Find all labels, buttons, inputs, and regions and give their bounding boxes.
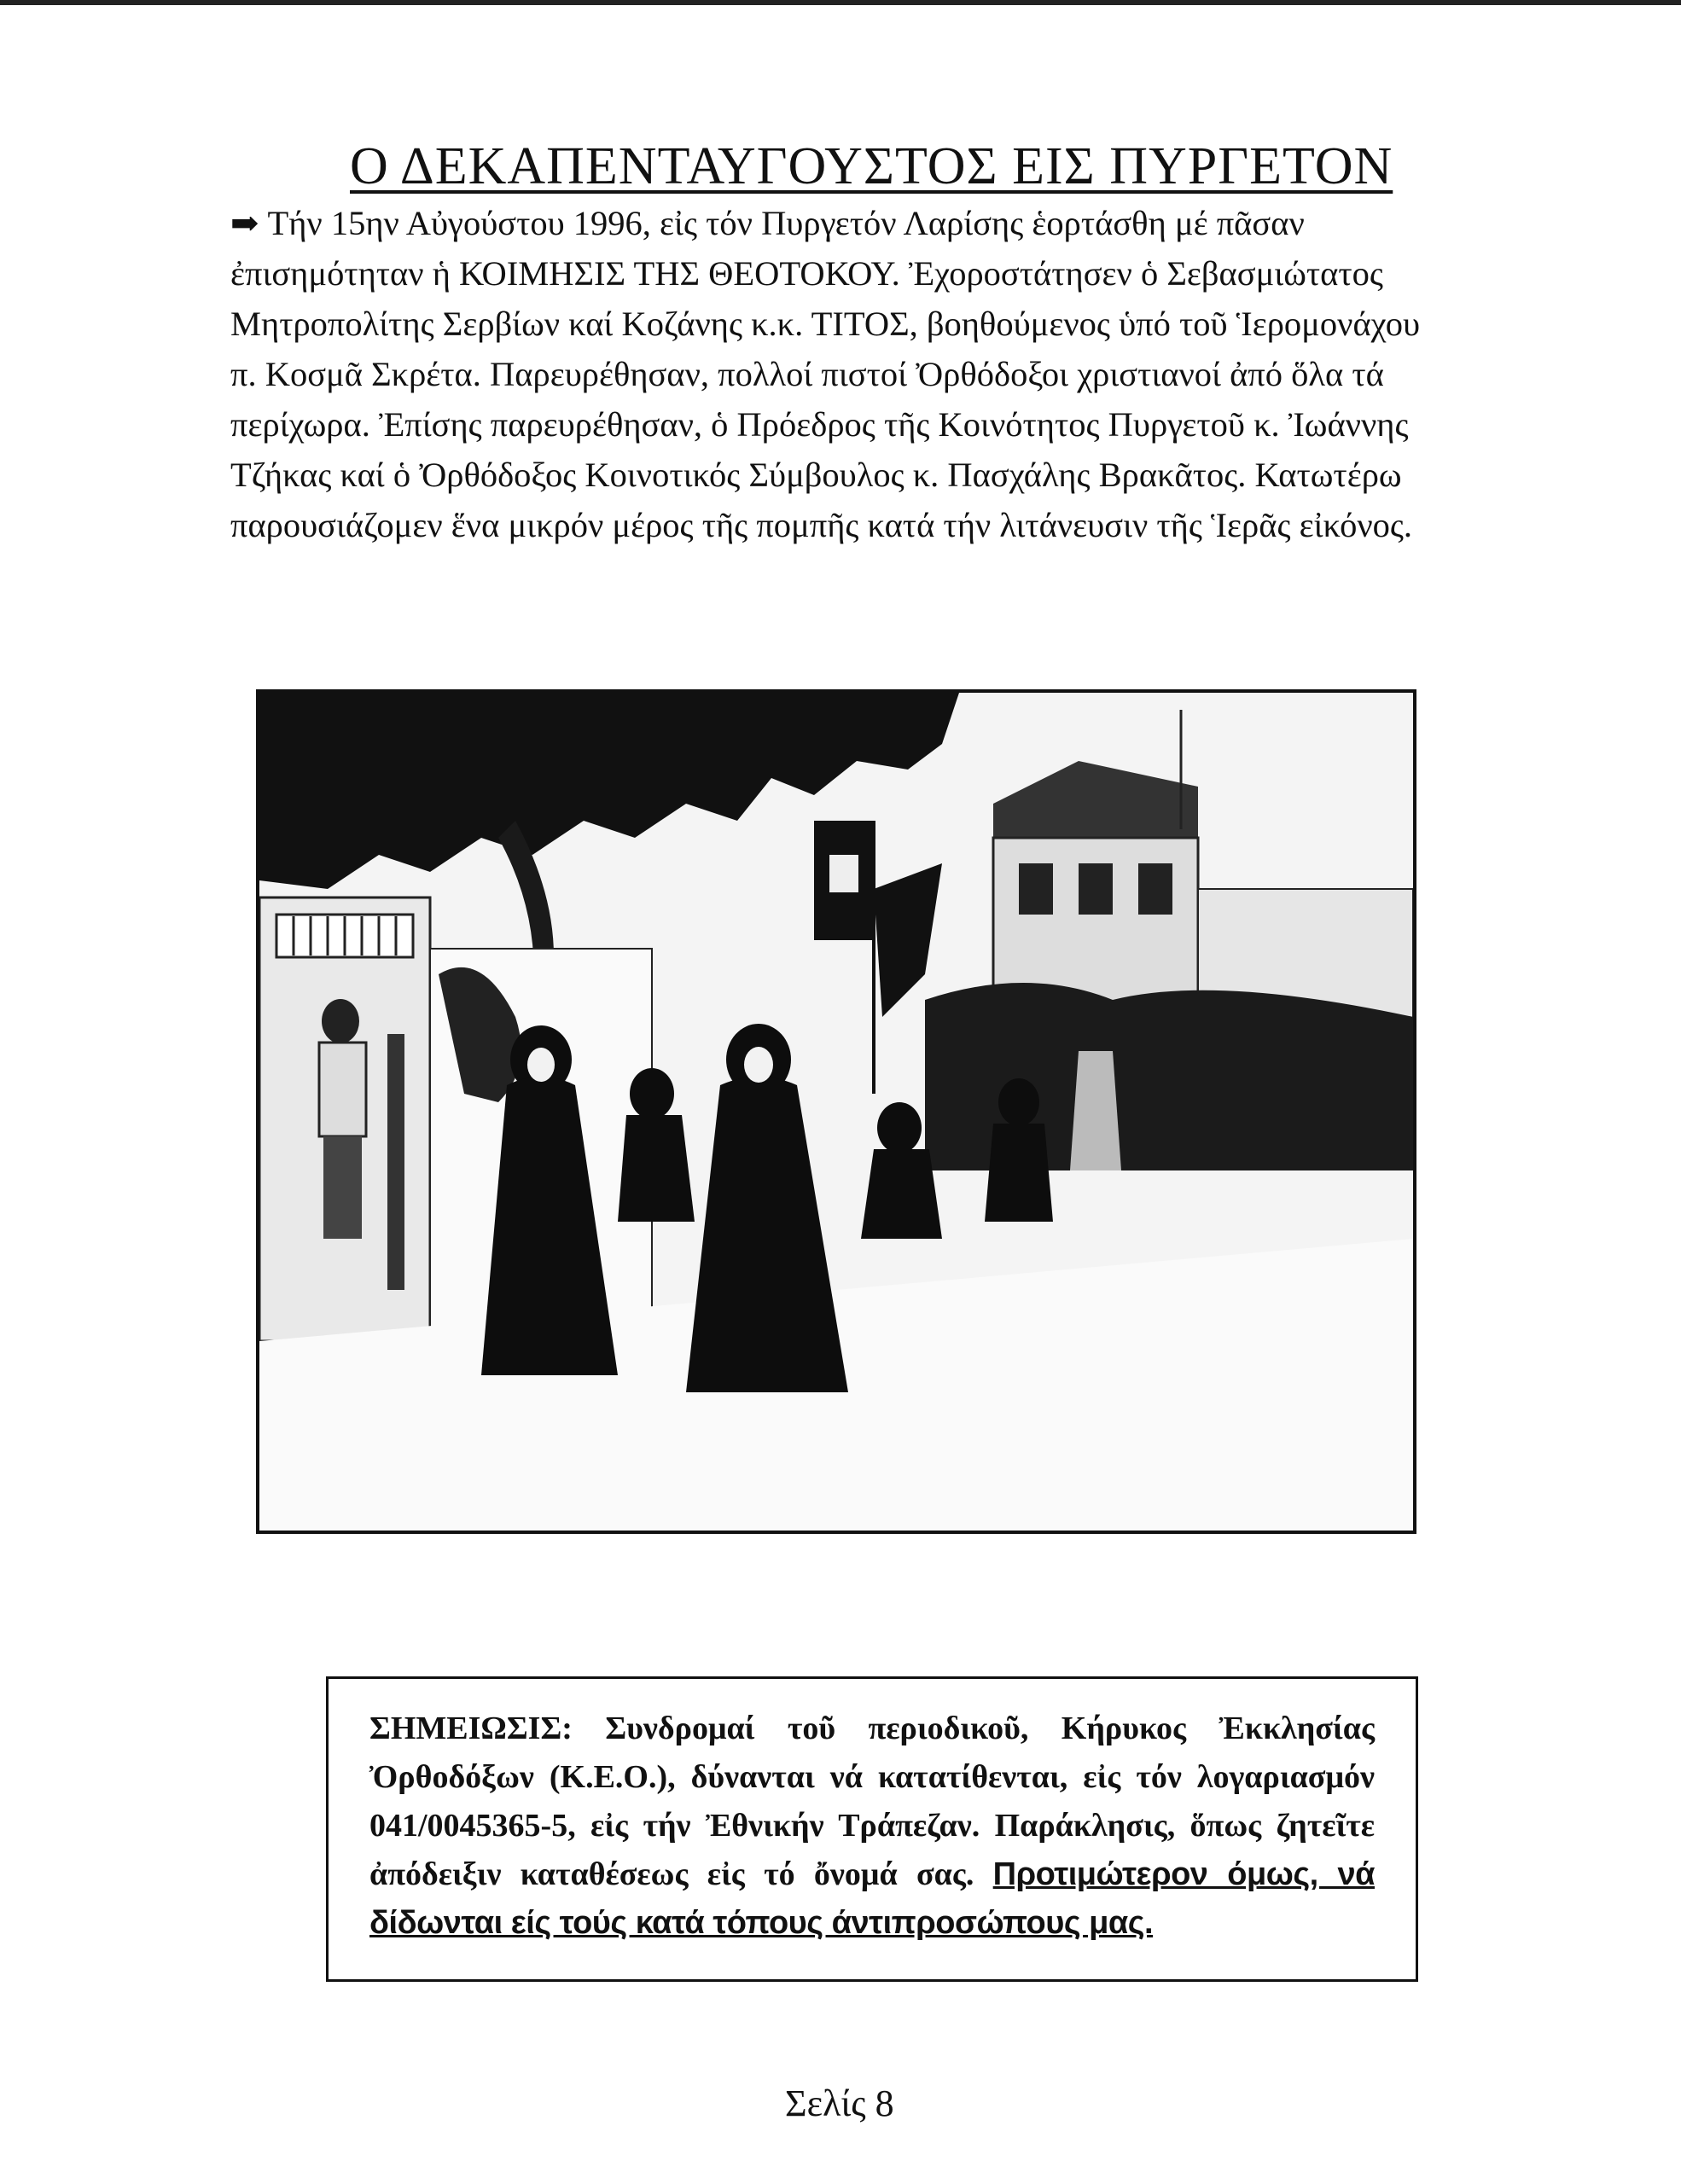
subscription-note-box — [326, 1676, 1418, 1982]
article-title: Ο ΔΕΚΑΠΕΝΤΑΥΓΟΥΣΤΟΣ ΕΙΣ ΠΥΡΓΕΤΟΝ — [350, 137, 1393, 195]
top-border-line — [0, 0, 1681, 5]
note-emphasis-text: Προτιμώτερον όμως, νά δίδωνται είς τούς κατά τόπους άντιπροσώπους μας. — [369, 1856, 1376, 1941]
arrow-right-icon: ➡ — [230, 204, 256, 242]
procession-photo-illustration — [259, 693, 1413, 1531]
note-text: ΣΗΜΕΙΩΣΙΣ: Συνδρομαί τοῦ περιοδικοῦ, Κήρυκος Ἐκκλησίας Ὀρθοδόξων (Κ.Ε.Ο.), δύνανται νά κατατίθενται, εἰς τόν λογαριασμόν 041/0045365-5, εἰς τήν Ἐθνικήν Τράπεζαν. Παράκλησις, ὅπως ζητεῖτε ἀπόδειξιν καταθέσεως εἰς τό ὄνομά σας. — [369, 1711, 1375, 1892]
page-number: Σελίς 8 — [785, 2082, 894, 2124]
article-body — [230, 198, 1429, 550]
procession-photo — [256, 689, 1416, 1534]
article-body-text: Τήν 15ην Αὐγούστου 1996, εἰς τόν Πυργετόν Λαρίσης ἑορτάσθη μέ πᾶσαν ἐπισημότηταν ἡ ΚΟΙΜΗΣΙΣ ΤΗΣ ΘΕΟΤΟΚΟΥ. Ἐχοροστάτησεν ὁ Σεβασμιώτατος Μητροπολίτης Σερβίων καί Κοζάνης κ.κ. ΤΙΤΟΣ, βοηθούμενος ὑπό τοῦ Ἱερομονάχου π. Κοσμᾶ Σκρέτα. Παρευρέθησαν, πολλοί πιστοί Ὀρθόδοξοι χριστιανοί ἀπό ὅλα τά περίχωρα. Ἐπίσης παρευρέθησαν, ὁ Πρόεδρος τῆς Κοινότητος Πυργετοῦ κ. Ἰωάννης Τζήκας καί ὁ Ὀρθόδοξος Κοινοτικός Σύμβουλος κ. Πασχάλης Βρακᾶτος. Κατωτέρω παρουσιάζομεν ἕνα μικρόν μέρος τῆς πομπῆς κατά τήν λιτάνευσιν τῆς Ἱερᾶς εἰκόνος. — [230, 204, 1421, 544]
